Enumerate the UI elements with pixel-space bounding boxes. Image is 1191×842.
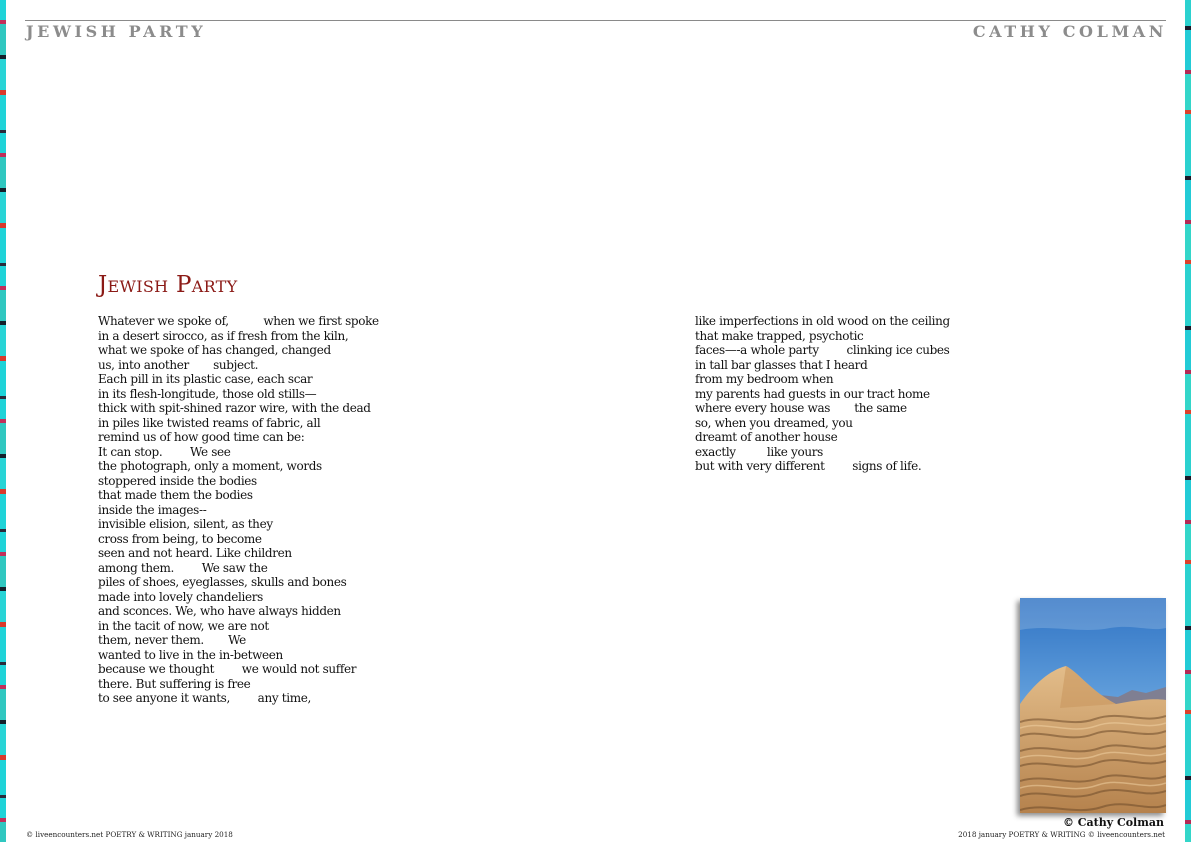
poem-line: dreamt of another house: [695, 430, 838, 444]
poem-title: Jewish Party: [98, 272, 238, 298]
poem-column-left: [98, 314, 438, 706]
footer-right: 2018 january POETRY & WRITING © liveencounters.net: [958, 830, 1165, 839]
poem-line: thick with spit-shined razor wire, with the dead: [98, 401, 371, 415]
desert-dunes-photo: [1020, 598, 1166, 813]
poem-line: there. But suffering is free: [98, 676, 251, 691]
poem-line: Each pill in its plastic case, each scar: [98, 372, 313, 386]
poem-line: so, when you dreamed, you: [695, 415, 853, 430]
running-title-left: JEWISH PARTY: [26, 22, 207, 41]
poem-line: remind us of how good time can be:: [98, 430, 305, 444]
poem-line: but with very different signs of life.: [695, 459, 922, 473]
poem-line: from my bedroom when: [695, 372, 834, 386]
poem-line: cross from being, to become: [98, 531, 262, 546]
left-edge-decoration: [0, 0, 6, 842]
poem-line: seen and not heard. Like children: [98, 546, 292, 560]
right-edge-decoration: [1185, 0, 1191, 842]
poem-line: invisible elision, silent, as they: [98, 517, 273, 531]
poem-line: in piles like twisted reams of fabric, all: [98, 415, 321, 430]
poem-line: them, never them. We: [98, 633, 246, 647]
poem-line: where every house was the same: [695, 401, 907, 415]
poem-line: in a desert sirocco, as if fresh from the kiln,: [98, 328, 349, 343]
footer-left: © liveencounters.net POETRY & WRITING january 2018: [26, 830, 233, 839]
poem-line: It can stop. We see: [98, 444, 231, 459]
poem-line: to see anyone it wants, any time,: [98, 691, 311, 705]
poem-line: wanted to live in the in-between: [98, 647, 283, 662]
poem-line: what we spoke of has changed, changed: [98, 343, 331, 357]
poem-line: the photograph, only a moment, words: [98, 459, 322, 473]
poem-line: because we thought we would not suffer: [98, 662, 357, 676]
poem-line: exactly like yours: [695, 444, 823, 459]
poem-line: in the tacit of now, we are not: [98, 618, 269, 633]
poem-line: that made them the bodies: [98, 488, 253, 502]
poem-line: among them. We saw the: [98, 560, 268, 575]
poem-line: us, into another subject.: [98, 357, 259, 372]
poem-line: faces—-a whole party clinking ice cubes: [695, 343, 950, 357]
poem-line: that make trapped, psychotic: [695, 328, 864, 343]
header-rule: [25, 20, 1166, 21]
running-title-right: CATHY COLMAN: [972, 22, 1167, 41]
poem-line: piles of shoes, eyeglasses, skulls and bones: [98, 575, 347, 589]
poem-line: in its flesh-longitude, those old stills—: [98, 386, 317, 401]
poem-column-right: [695, 314, 995, 474]
poem-line: like imperfections in old wood on the ceiling: [695, 314, 950, 328]
poem-line: and sconces. We, who have always hidden: [98, 604, 341, 618]
photo-credit: © Cathy Colman: [1062, 816, 1164, 829]
poem-line: made into lovely chandeliers: [98, 589, 263, 604]
poem-line: Whatever we spoke of, when we first spoke: [98, 314, 379, 328]
poem-line: inside the images--: [98, 502, 207, 517]
poem-line: stoppered inside the bodies: [98, 473, 257, 488]
poem-line: my parents had guests in our tract home: [695, 386, 930, 401]
poem-line: in tall bar glasses that I heard: [695, 357, 868, 372]
